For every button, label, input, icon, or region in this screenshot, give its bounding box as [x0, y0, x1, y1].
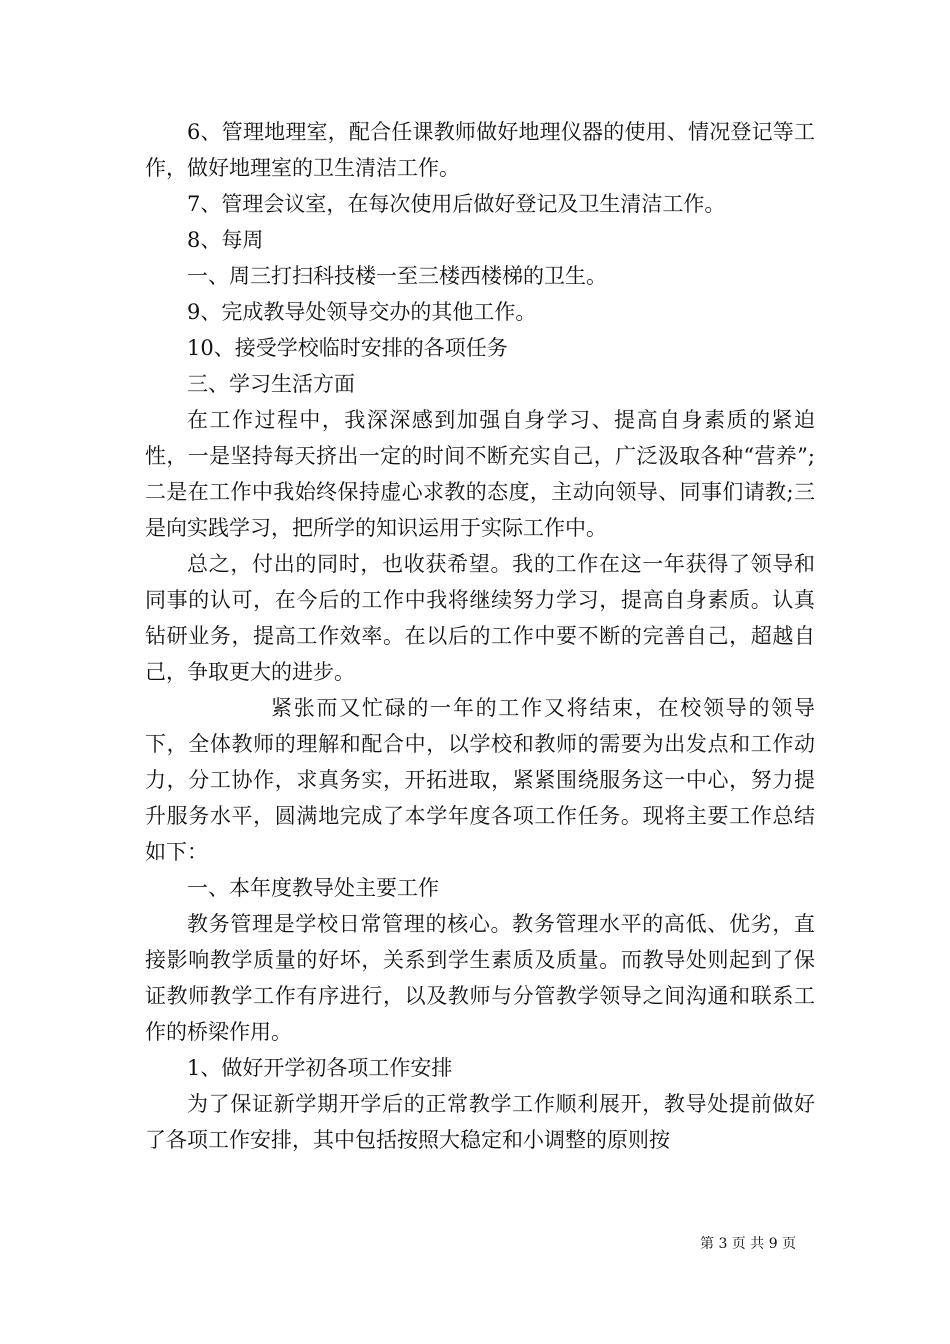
- paragraph-item-7: 7、管理会议室，在每次使用后做好登记及卫生清洁工作。: [187, 192, 726, 216]
- page-number-footer: 第 3 页 共 9 页: [700, 1236, 797, 1252]
- paragraph-weekly-task: 一、周三打扫科技楼一至三楼西楼梯的卫生。: [187, 264, 607, 288]
- document-body: [145, 114, 815, 1158]
- paragraph-semester-preparation: 为了保证新学期开学后的正常教学工作顺利展开，教导处提前做好了各项工作安排，其中包括按照大稳定和小调整的原则按: [145, 1092, 815, 1152]
- paragraph-item-9: 9、完成教导处领导交办的其他工作。: [187, 300, 537, 324]
- paragraph-conclusion: 总之，付出的同时，也收获希望。我的工作在这一年获得了领导和同事的认可，在今后的工作中我将继续努力学习，提高自身素质。认真钻研业务，提高工作效率。在以后的工作中要不断的完善自己，超越自己，争取更大的进步。: [145, 552, 815, 684]
- paragraph-study: 在工作过程中，我深深感到加强自身学习、提高自身素质的紧迫性，一是坚持每天挤出一定的时间不断充实自己，广泛汲取各种“营养”;二是在工作中我始终保持虚心求教的态度，主动向领导、同事们请教;三是向实践学习，把所学的知识运用于实际工作中。: [145, 408, 815, 540]
- subheading-semester-start: 1、做好开学初各项工作安排: [187, 1056, 453, 1080]
- paragraph-new-summary-intro: 紧张而又忙碌的一年的工作又将结束，在校领导的领导下，全体教师的理解和配合中，以学校和教师的需要为出发点和工作动力，分工协作，求真务实，开拓进取，紧紧围绕服务这一中心，努力提升服务水平，圆满地完成了本学年度各项工作任务。现将主要工作总结如下：: [145, 696, 815, 864]
- paragraph-teaching-management: 教务管理是学校日常管理的核心。教务管理水平的高低、优劣，直接影响教学质量的好坏，关系到学生素质及质量。而教导处则起到了保证教师教学工作有序进行，以及教师与分管教学领导之间沟通和联系工作的桥梁作用。: [145, 912, 815, 1044]
- section-heading-main-work: 一、本年度教导处主要工作: [187, 876, 439, 900]
- section-heading-study-life: 三、学习生活方面: [187, 372, 355, 396]
- paragraph-item-10: 10、接受学校临时安排的各项任务: [187, 336, 508, 360]
- paragraph-item-6: 6、管理地理室，配合任课教师做好地理仪器的使用、情况登记等工作，做好地理室的卫生清洁工作。: [145, 120, 815, 180]
- paragraph-item-8: 8、每周: [187, 228, 264, 252]
